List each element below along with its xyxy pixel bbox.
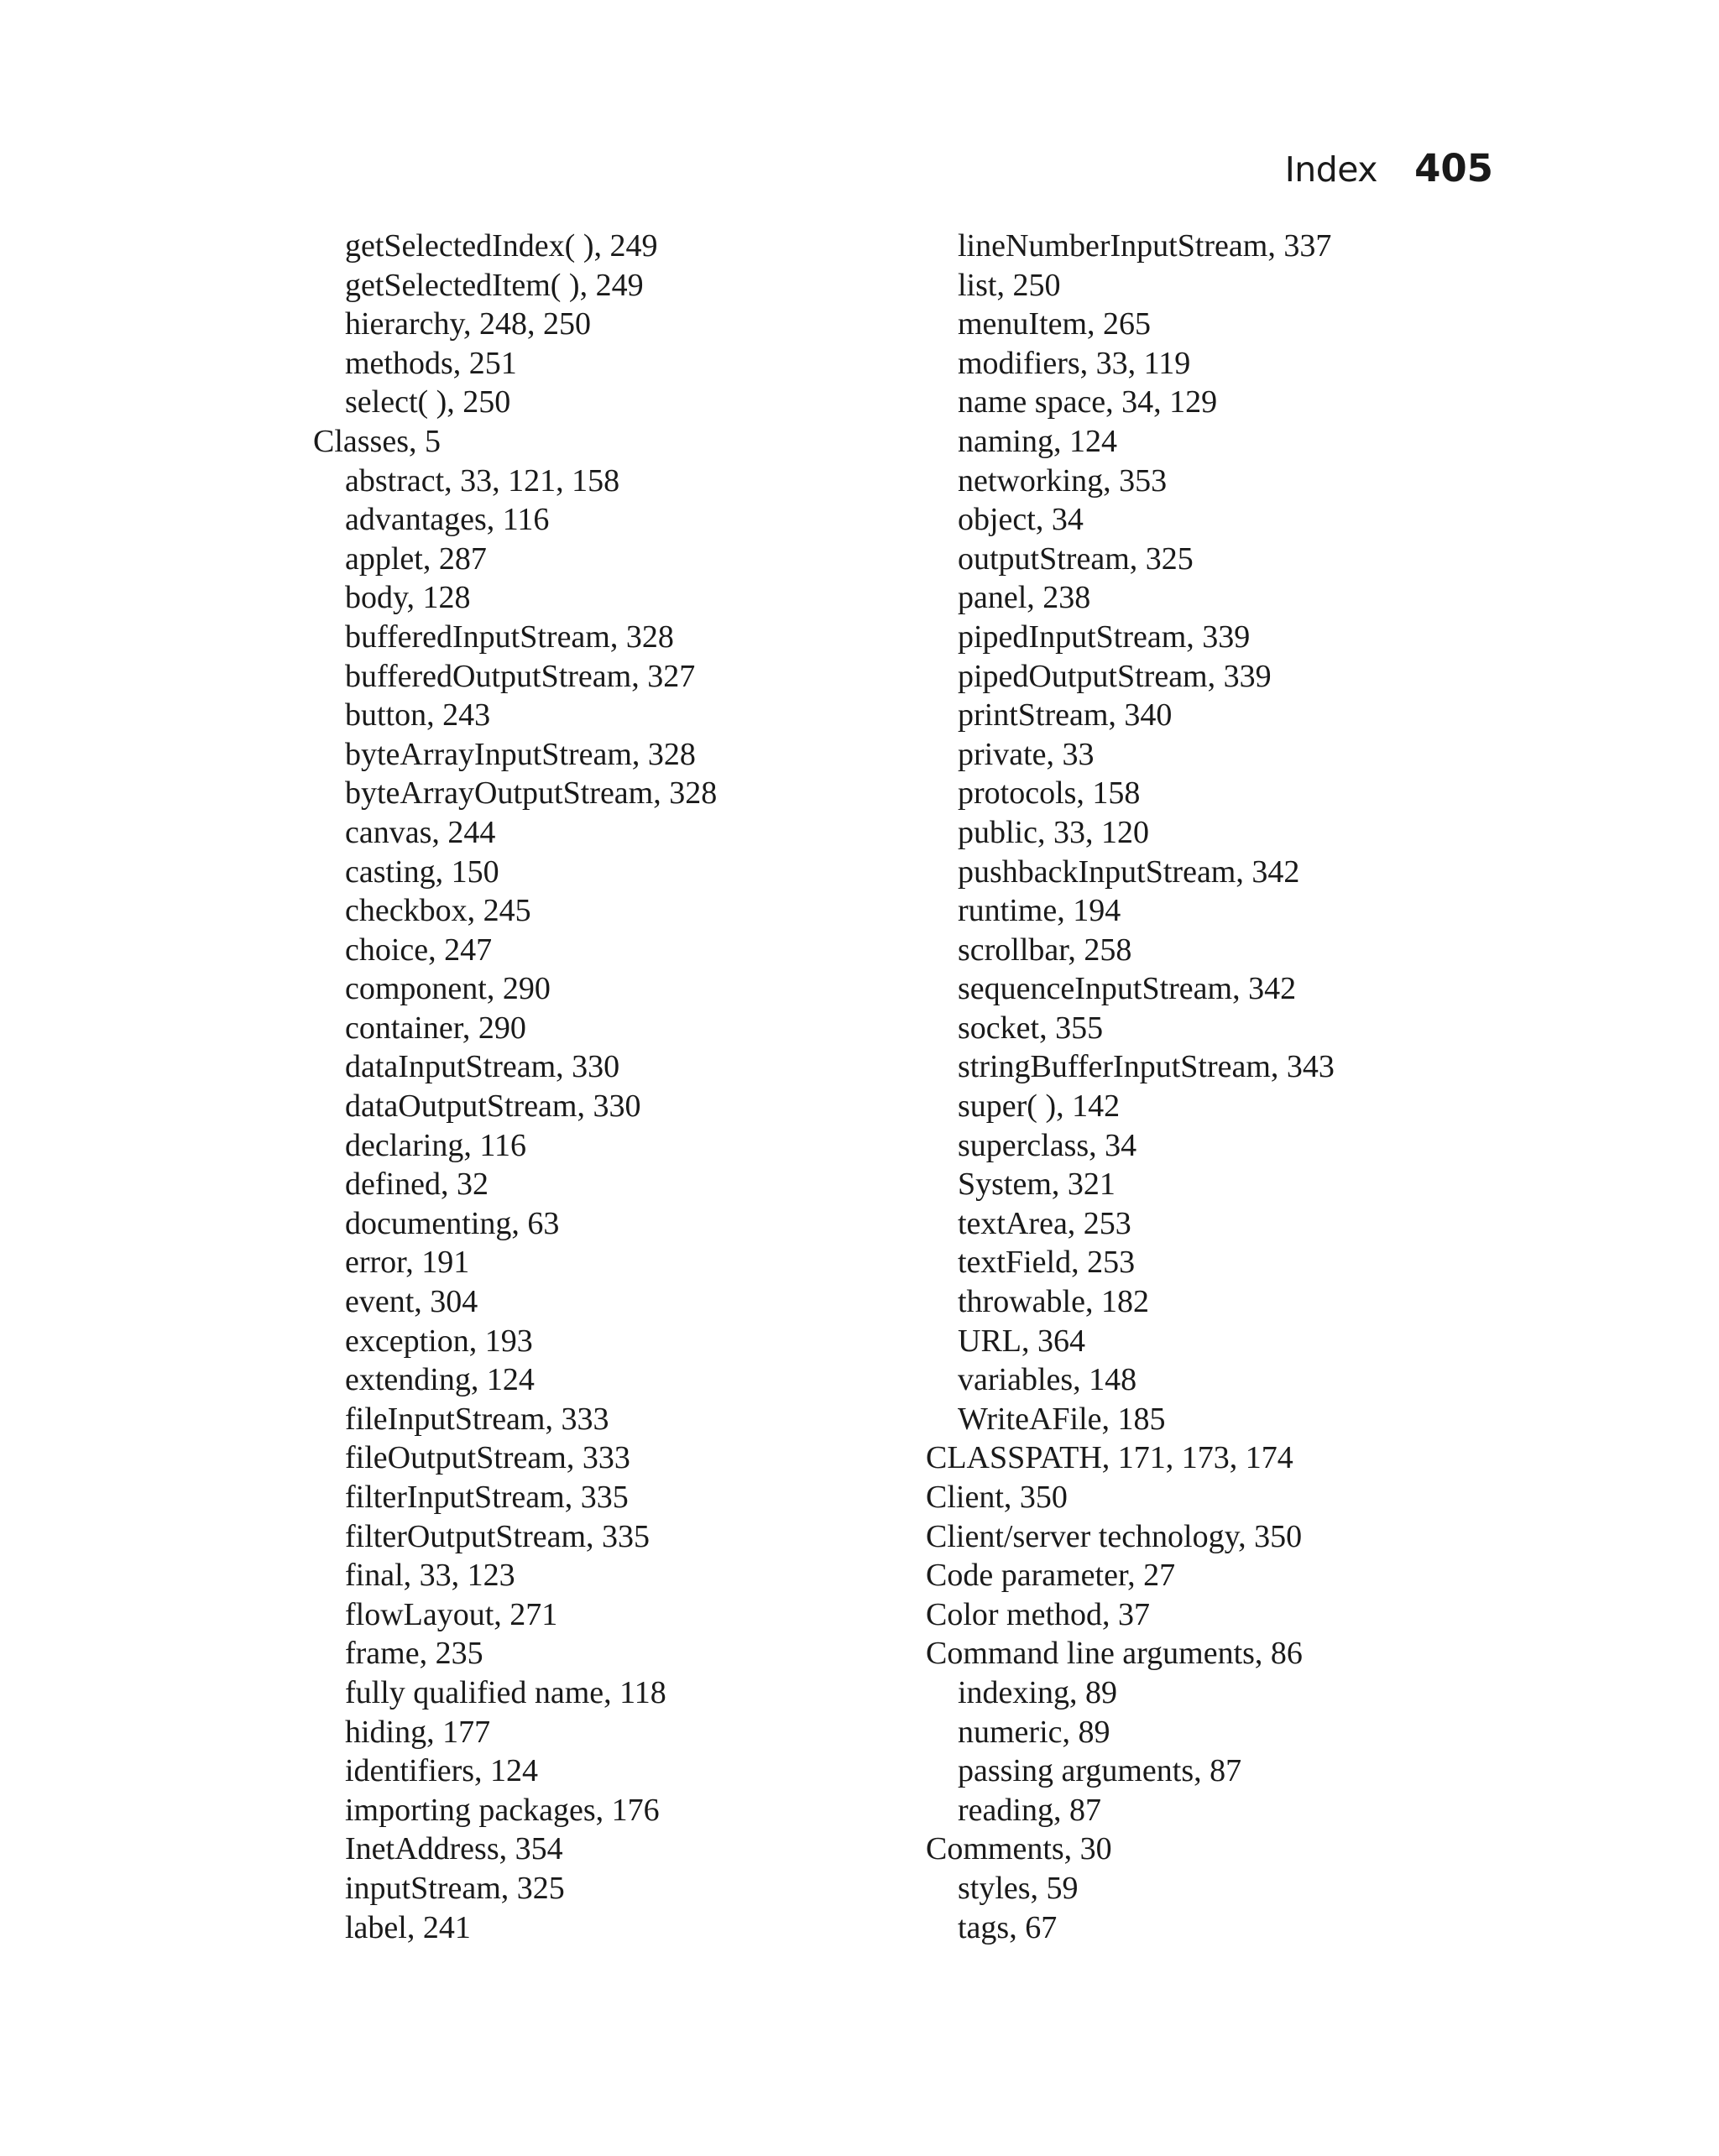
index-subentry: select( ), 250 — [345, 384, 511, 420]
index-subentry: tags, 67 — [958, 1909, 1058, 1945]
index-subentry: outputStream, 325 — [958, 540, 1194, 577]
index-subentry: lineNumberInputStream, 337 — [958, 228, 1332, 264]
index-subentry: printStream, 340 — [958, 697, 1173, 733]
index-subentry: textArea, 253 — [958, 1205, 1131, 1241]
index-subentry: methods, 251 — [345, 345, 517, 381]
index-subentry: modifiers, 33, 119 — [958, 345, 1191, 381]
index-subentry: indexing, 89 — [958, 1674, 1117, 1710]
index-subentry: superclass, 34 — [958, 1127, 1137, 1163]
index-subentry: numeric, 89 — [958, 1714, 1110, 1750]
index-subentry: byteArrayInputStream, 328 — [345, 736, 696, 772]
index-subentry: variables, 148 — [958, 1362, 1137, 1398]
index-entry: Command line arguments, 86 — [926, 1636, 1303, 1672]
index-subentry: bufferedOutputStream, 327 — [345, 658, 696, 694]
index-subentry: defined, 32 — [345, 1167, 489, 1203]
index-subentry: naming, 124 — [958, 423, 1117, 459]
index-subentry: component, 290 — [345, 971, 551, 1007]
index-subentry: bufferedInputStream, 328 — [345, 619, 674, 655]
index-subentry: identifiers, 124 — [345, 1753, 539, 1789]
index-subentry: checkbox, 245 — [345, 893, 531, 929]
index-subentry: declaring, 116 — [345, 1127, 526, 1163]
index-subentry: label, 241 — [345, 1909, 471, 1945]
index-entry: Classes, 5 — [313, 423, 441, 459]
index-subentry: filterInputStream, 335 — [345, 1480, 629, 1515]
index-subentry: dataInputStream, 330 — [345, 1049, 620, 1085]
index-subentry: container, 290 — [345, 1010, 526, 1046]
index-subentry: socket, 355 — [958, 1010, 1104, 1046]
index-subentry: final, 33, 123 — [345, 1558, 515, 1594]
index-subentry: name space, 34, 129 — [958, 384, 1218, 420]
index-entry: Client, 350 — [926, 1480, 1068, 1515]
index-subentry: throwable, 182 — [958, 1284, 1149, 1320]
index-subentry: abstract, 33, 121, 158 — [345, 462, 620, 499]
index-subentry: canvas, 244 — [345, 814, 496, 850]
index-subentry: private, 33 — [958, 736, 1095, 772]
index-subentry: public, 33, 120 — [958, 814, 1149, 850]
index-subentry: panel, 238 — [958, 580, 1091, 616]
index-subentry: advantages, 116 — [345, 502, 550, 538]
index-subentry: flowLayout, 271 — [345, 1596, 558, 1632]
index-subentry: frame, 235 — [345, 1636, 483, 1672]
index-subentry: exception, 193 — [345, 1323, 533, 1359]
index-subentry: object, 34 — [958, 502, 1084, 538]
index-subentry: filterOutputStream, 335 — [345, 1518, 651, 1554]
index-subentry: applet, 287 — [345, 540, 487, 577]
page-number: 405 — [1414, 146, 1493, 191]
index-subentry: byteArrayOutputStream, 328 — [345, 775, 718, 812]
index-subentry: protocols, 158 — [958, 775, 1141, 812]
index-subentry: networking, 353 — [958, 462, 1168, 499]
index-subentry: choice, 247 — [345, 932, 493, 968]
index-subentry: error, 191 — [345, 1245, 470, 1281]
index-subentry: pushbackInputStream, 342 — [958, 854, 1300, 890]
running-head-label: Index — [1284, 149, 1378, 190]
index-subentry: hierarchy, 248, 250 — [345, 306, 591, 342]
index-subentry: pipedInputStream, 339 — [958, 619, 1251, 655]
index-subentry: super( ), 142 — [958, 1088, 1121, 1125]
index-entry: Color method, 37 — [926, 1596, 1151, 1632]
index-subentry: documenting, 63 — [345, 1205, 560, 1241]
index-subentry: importing packages, 176 — [345, 1792, 660, 1828]
index-subentry: fully qualified name, 118 — [345, 1674, 666, 1710]
index-subentry: textField, 253 — [958, 1245, 1136, 1281]
index-subentry: sequenceInputStream, 342 — [958, 971, 1297, 1007]
index-entry: CLASSPATH, 171, 173, 174 — [926, 1440, 1293, 1476]
index-subentry: getSelectedIndex( ), 249 — [345, 228, 658, 264]
index-subentry: getSelectedItem( ), 249 — [345, 267, 644, 303]
index-subentry: fileInputStream, 333 — [345, 1401, 609, 1437]
index-entry: Code parameter, 27 — [926, 1558, 1176, 1594]
index-subentry: menuItem, 265 — [958, 306, 1152, 342]
index-subentry: event, 304 — [345, 1284, 478, 1320]
index-subentry: scrollbar, 258 — [958, 932, 1132, 968]
index-subentry: styles, 59 — [958, 1870, 1079, 1906]
index-subentry: list, 250 — [958, 267, 1061, 303]
index-subentry: body, 128 — [345, 580, 471, 616]
index-subentry: URL, 364 — [958, 1323, 1085, 1359]
index-subentry: System, 321 — [958, 1167, 1116, 1203]
index-subentry: passing arguments, 87 — [958, 1753, 1242, 1789]
index-entry: Client/server technology, 350 — [926, 1518, 1303, 1554]
index-subentry: pipedOutputStream, 339 — [958, 658, 1272, 694]
index-subentry: dataOutputStream, 330 — [345, 1088, 641, 1125]
index-subentry: button, 243 — [345, 697, 491, 733]
index-subentry: reading, 87 — [958, 1792, 1101, 1828]
index-entry: Comments, 30 — [926, 1831, 1112, 1867]
index-subentry: WriteAFile, 185 — [958, 1401, 1166, 1437]
index-subentry: runtime, 194 — [958, 893, 1121, 929]
index-subentry: stringBufferInputStream, 343 — [958, 1049, 1335, 1085]
index-subentry: casting, 150 — [345, 854, 499, 890]
index-column-right — [926, 227, 1335, 1947]
index-subentry: hiding, 177 — [345, 1714, 491, 1750]
index-column-left — [313, 227, 717, 1947]
running-head — [1284, 146, 1493, 191]
index-subentry: fileOutputStream, 333 — [345, 1440, 630, 1476]
index-subentry: extending, 124 — [345, 1362, 535, 1398]
index-subentry: InetAddress, 354 — [345, 1831, 563, 1867]
index-subentry: inputStream, 325 — [345, 1870, 565, 1906]
